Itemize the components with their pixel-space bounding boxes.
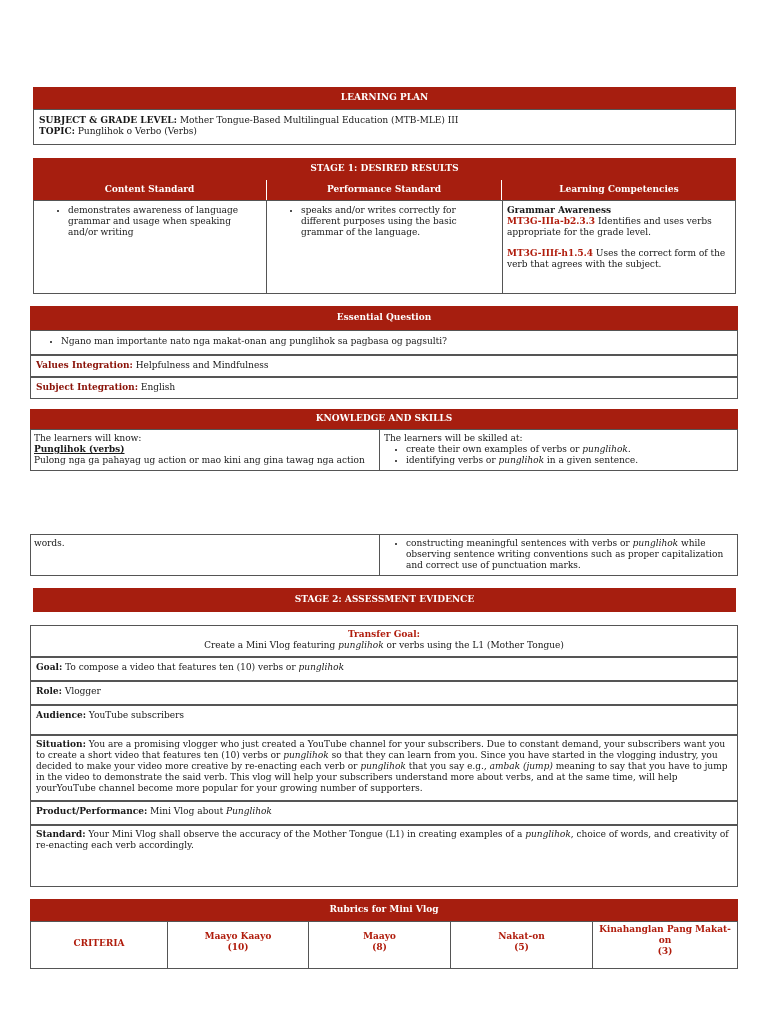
- knowledge-skills-header: KNOWLEDGE AND SKILLS: [30, 409, 738, 429]
- subject-value: Mother Tongue-Based Multilingual Education (MTB-MLE) III: [179, 116, 459, 126]
- product-label: Product/Performance:: [36, 807, 148, 817]
- rubric-col-3-name: Nakat-on: [498, 932, 545, 942]
- rubrics-header: Rubrics for Mini Vlog: [30, 899, 738, 921]
- situation-row: Situation: You are a promising vlogger who just created a YouTube channel for your subscribers. Due to constant demand, your subscribers want you to create a short video that features ten (10) verbs or punglihok so that they can learn from you. Since you have started in the vlogging industry, you decided to make your video more creative by re-enacting each verb or punglihok that you say e.g., ambak (jump) meaning to say that you have to jump in the video to demonstrate the said verb. This vlog will help your subscribers understand more about verbs, and at the same time, will help yourYouTube channel become more popular for your growing number of supporters.: [30, 735, 738, 801]
- subject-integration-value: English: [140, 383, 176, 393]
- role-label: Role:: [36, 687, 62, 697]
- stage2-header: STAGE 2: ASSESSMENT EVIDENCE: [33, 588, 736, 612]
- content-standard-cell: [33, 200, 267, 294]
- grammar-awareness-heading: Grammar Awareness: [507, 206, 612, 216]
- learning-competencies-cell: [502, 200, 736, 294]
- rubric-col-3-points: (5): [514, 943, 529, 953]
- values-integration-label: Values Integration:: [36, 361, 133, 371]
- competency-2-text: Uses the correct form of the verb that agrees with the subject.: [507, 249, 726, 270]
- performance-standard-header: Performance Standard: [267, 180, 502, 200]
- content-standard-header: Content Standard: [33, 180, 267, 200]
- stage1-column-headers: [33, 180, 736, 200]
- values-integration-row: [30, 355, 738, 377]
- role-row: [30, 681, 738, 705]
- skill-item-2: • identifying verbs or punglihok in a given sentence.: [406, 456, 733, 467]
- audience-label: Audience:: [36, 711, 87, 721]
- audience-row: [30, 705, 738, 735]
- essential-question-header: Essential Question: [30, 306, 738, 330]
- values-integration-value: Helpfulness and Mindfulness: [135, 361, 269, 371]
- subject-integration-label: Subject Integration:: [36, 383, 139, 393]
- skills-cell-bottom: [379, 534, 738, 576]
- rubric-col-1-name: Maayo Kaayo: [204, 932, 272, 942]
- competency-1-code: MT3G-IIIa-b2.3.3: [507, 217, 596, 227]
- goal-row: Goal: To compose a video that features ten (10) verbs or punglihok: [30, 657, 738, 681]
- know-definition: Pulong nga ga pahayag ug action or mao kini ang gina tawag nga action: [34, 456, 365, 466]
- subject-integration-row: [30, 377, 738, 399]
- standard-label: Standard:: [36, 830, 86, 840]
- skill-item-3: • constructing meaningful sentences with verbs or punglihok while observing sentence writing conventions such as proper capitalization and correct use of punctuation marks.: [406, 539, 733, 572]
- topic-value: Punglihok o Verbo (Verbs): [77, 127, 197, 137]
- knowledge-cell-bottom: [30, 534, 380, 576]
- performance-standard-cell: [266, 200, 503, 294]
- rubric-col-4-points: (3): [657, 947, 673, 957]
- transfer-goal-title: Transfer Goal:: [348, 630, 420, 640]
- rubric-col-2: [308, 921, 451, 969]
- skills-cell-top: [379, 429, 738, 471]
- audience-value: YouTube subscribers: [86, 711, 185, 721]
- know-intro: The learners will know:: [34, 434, 142, 444]
- transfer-goal-text: Create a Mini Vlog featuring punglihok or verbs using the L1 (Mother Tongue): [204, 641, 564, 651]
- essential-question-row: [30, 330, 738, 355]
- goal-label: Goal:: [36, 663, 63, 673]
- content-standard-item: • demonstrates awareness of language grammar and usage when speaking and/or writing: [68, 206, 262, 239]
- performance-standard-item: • speaks and/or writes correctly for different purposes using the basic grammar of the language.: [301, 206, 498, 239]
- know-continued: words.: [34, 539, 65, 549]
- rubric-col-1: [167, 921, 309, 969]
- rubric-col-2-name: Maayo: [363, 932, 396, 942]
- competency-1-text: Identifies and uses verbs appropriate for the grade level.: [507, 217, 712, 238]
- standard-row: Standard: Your Mini Vlog shall observe the accuracy of the Mother Tongue (L1) in creating examples of a punglihok, choice of words, and creativity of re-enacting each verb accordingly.: [30, 825, 738, 887]
- skill-item-1: • create their own examples of verbs or punglihok.: [406, 445, 733, 456]
- learning-plan-info: [33, 109, 736, 145]
- rubric-col-1-points: (10): [227, 943, 249, 953]
- learning-competencies-header: Learning Competencies: [502, 180, 736, 200]
- essential-question-text: • Ngano man importante nato nga makat-onan ang punglihok sa pagbasa og pagsulti?: [61, 337, 732, 348]
- rubric-criteria-cell: [30, 921, 168, 969]
- skill-intro: The learners will be skilled at:: [384, 434, 523, 444]
- stage1-header: STAGE 1: DESIRED RESULTS: [33, 158, 736, 180]
- criteria-label: CRITERIA: [73, 939, 125, 949]
- rubric-col-2-points: (8): [372, 943, 387, 953]
- learning-plan-header: LEARNING PLAN: [33, 87, 736, 109]
- role-value: Vlogger: [61, 687, 101, 697]
- competency-2: [507, 249, 731, 271]
- competency-2-code: MT3G-IIIf-h1.5.4: [507, 249, 594, 259]
- rubric-col-4: [592, 921, 738, 969]
- transfer-goal-row: [30, 625, 738, 657]
- topic-label: TOPIC:: [39, 127, 75, 137]
- rubric-col-4-name: Kinahanglan Pang Makat-on: [599, 925, 731, 946]
- know-term: Punglihok (verbs): [34, 445, 125, 455]
- competency-1: [507, 217, 731, 239]
- knowledge-cell-top: [30, 429, 380, 471]
- situation-label: Situation:: [36, 740, 86, 750]
- product-row: Product/Performance: Mini Vlog about Punglihok: [30, 801, 738, 825]
- rubric-col-3: [450, 921, 593, 969]
- subject-label: SUBJECT & GRADE LEVEL:: [39, 116, 177, 126]
